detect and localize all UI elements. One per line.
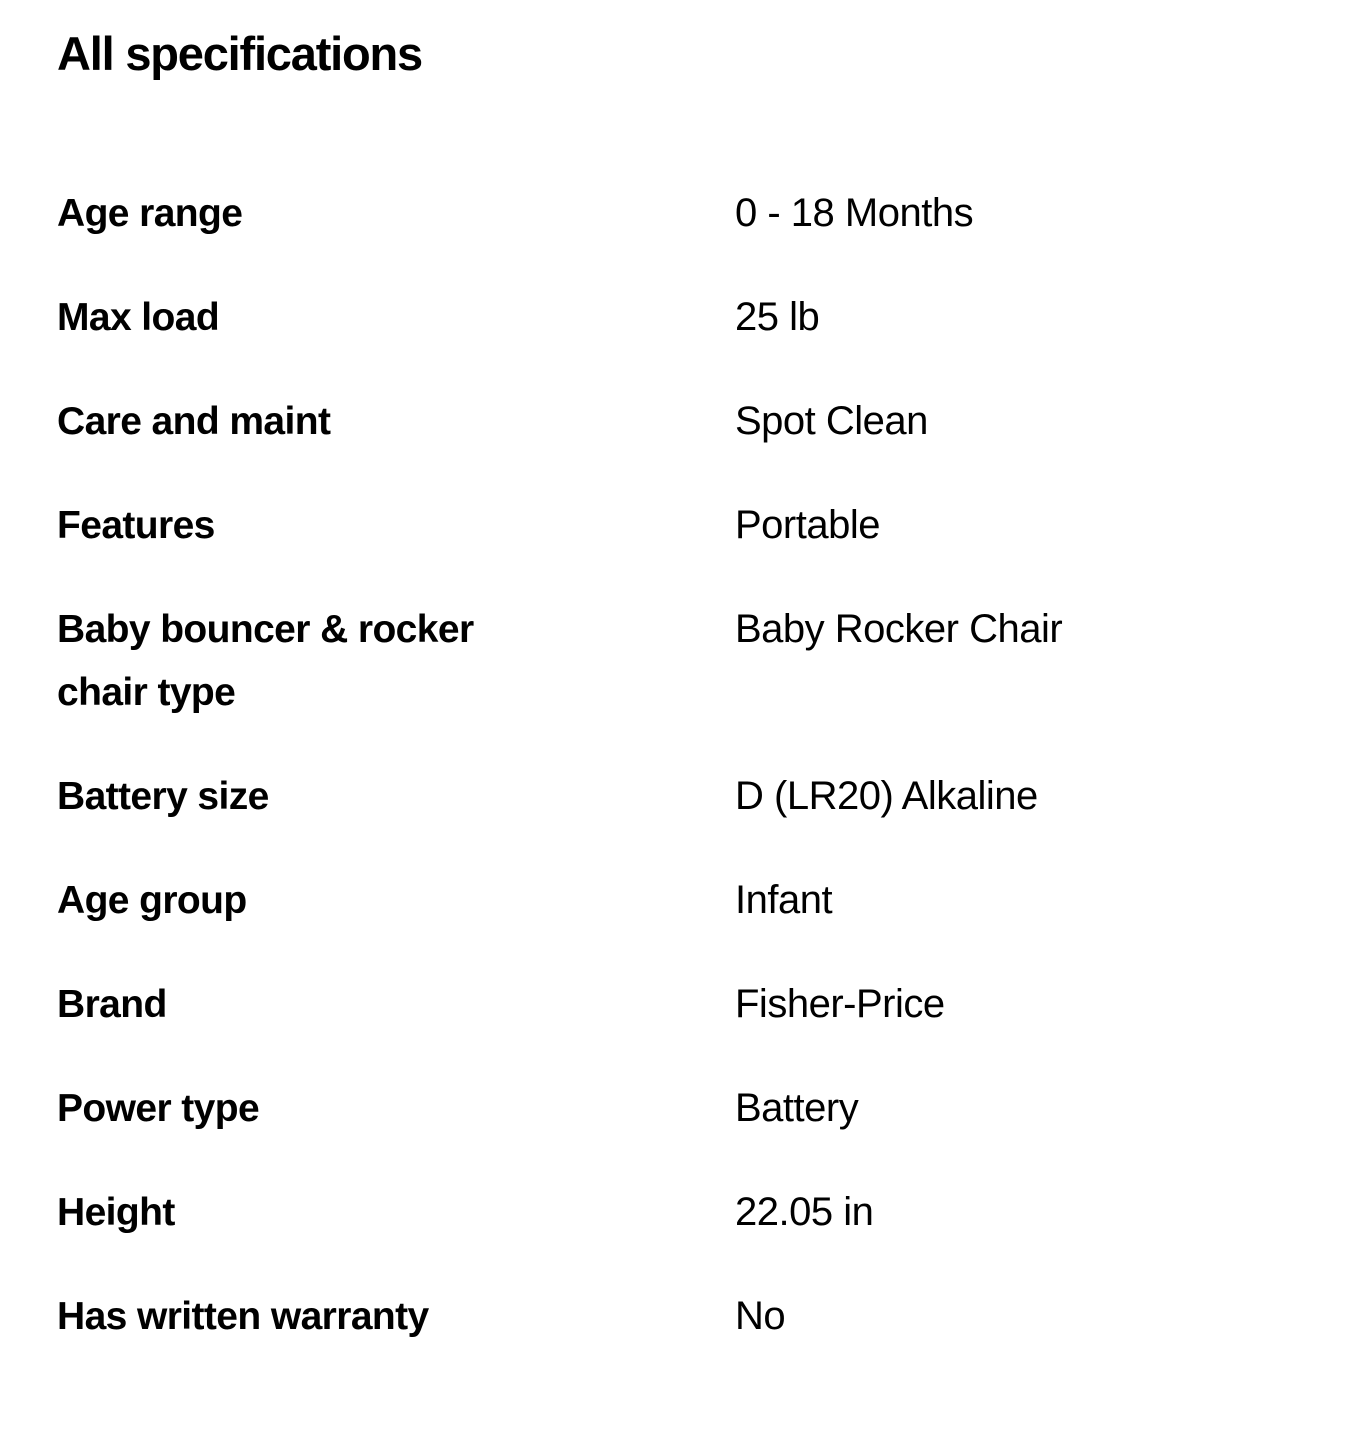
spec-value: Fisher-Price (735, 982, 945, 1026)
spec-label: Brand (57, 983, 167, 1026)
spec-value: Portable (735, 503, 880, 547)
spec-label (57, 598, 735, 724)
spec-value: D (LR20) Alkaline (735, 774, 1038, 818)
spec-row-age-group (57, 857, 1297, 961)
section-title: All specifications (57, 27, 422, 80)
spec-row-height (57, 1169, 1297, 1273)
spec-value: No (735, 1294, 786, 1338)
spec-row-age-range (57, 170, 1297, 274)
spec-row-features (57, 482, 1297, 586)
spec-row-power-type (57, 1065, 1297, 1169)
spec-value: Spot Clean (735, 399, 928, 443)
spec-row-care-and-maint (57, 378, 1297, 482)
spec-value: Battery (735, 1086, 859, 1130)
spec-label: Age group (57, 879, 247, 922)
spec-label-text: Baby bouncer & rocker chair type (57, 608, 474, 714)
spec-value: Baby Rocker Chair (735, 607, 1063, 651)
spec-label: Power type (57, 1087, 260, 1130)
spec-value: 25 lb (735, 295, 820, 339)
spec-value: Infant (735, 878, 833, 922)
spec-value: 0 - 18 Months (735, 191, 974, 235)
spec-label: Care and maint (57, 400, 331, 443)
spec-row-battery-size (57, 753, 1297, 857)
spec-row-brand (57, 961, 1297, 1065)
spec-row-warranty (57, 1273, 1297, 1377)
spec-label: Height (57, 1191, 175, 1234)
spec-value: 22.05 in (735, 1190, 874, 1234)
spec-label: Age range (57, 192, 243, 235)
spec-label: Max load (57, 296, 220, 339)
spec-row-chair-type (57, 586, 1297, 753)
spec-label: Has written warranty (57, 1295, 429, 1338)
spec-label: Features (57, 504, 215, 547)
specifications-list (57, 170, 1297, 1377)
spec-row-max-load (57, 274, 1297, 378)
spec-label: Battery size (57, 775, 269, 818)
